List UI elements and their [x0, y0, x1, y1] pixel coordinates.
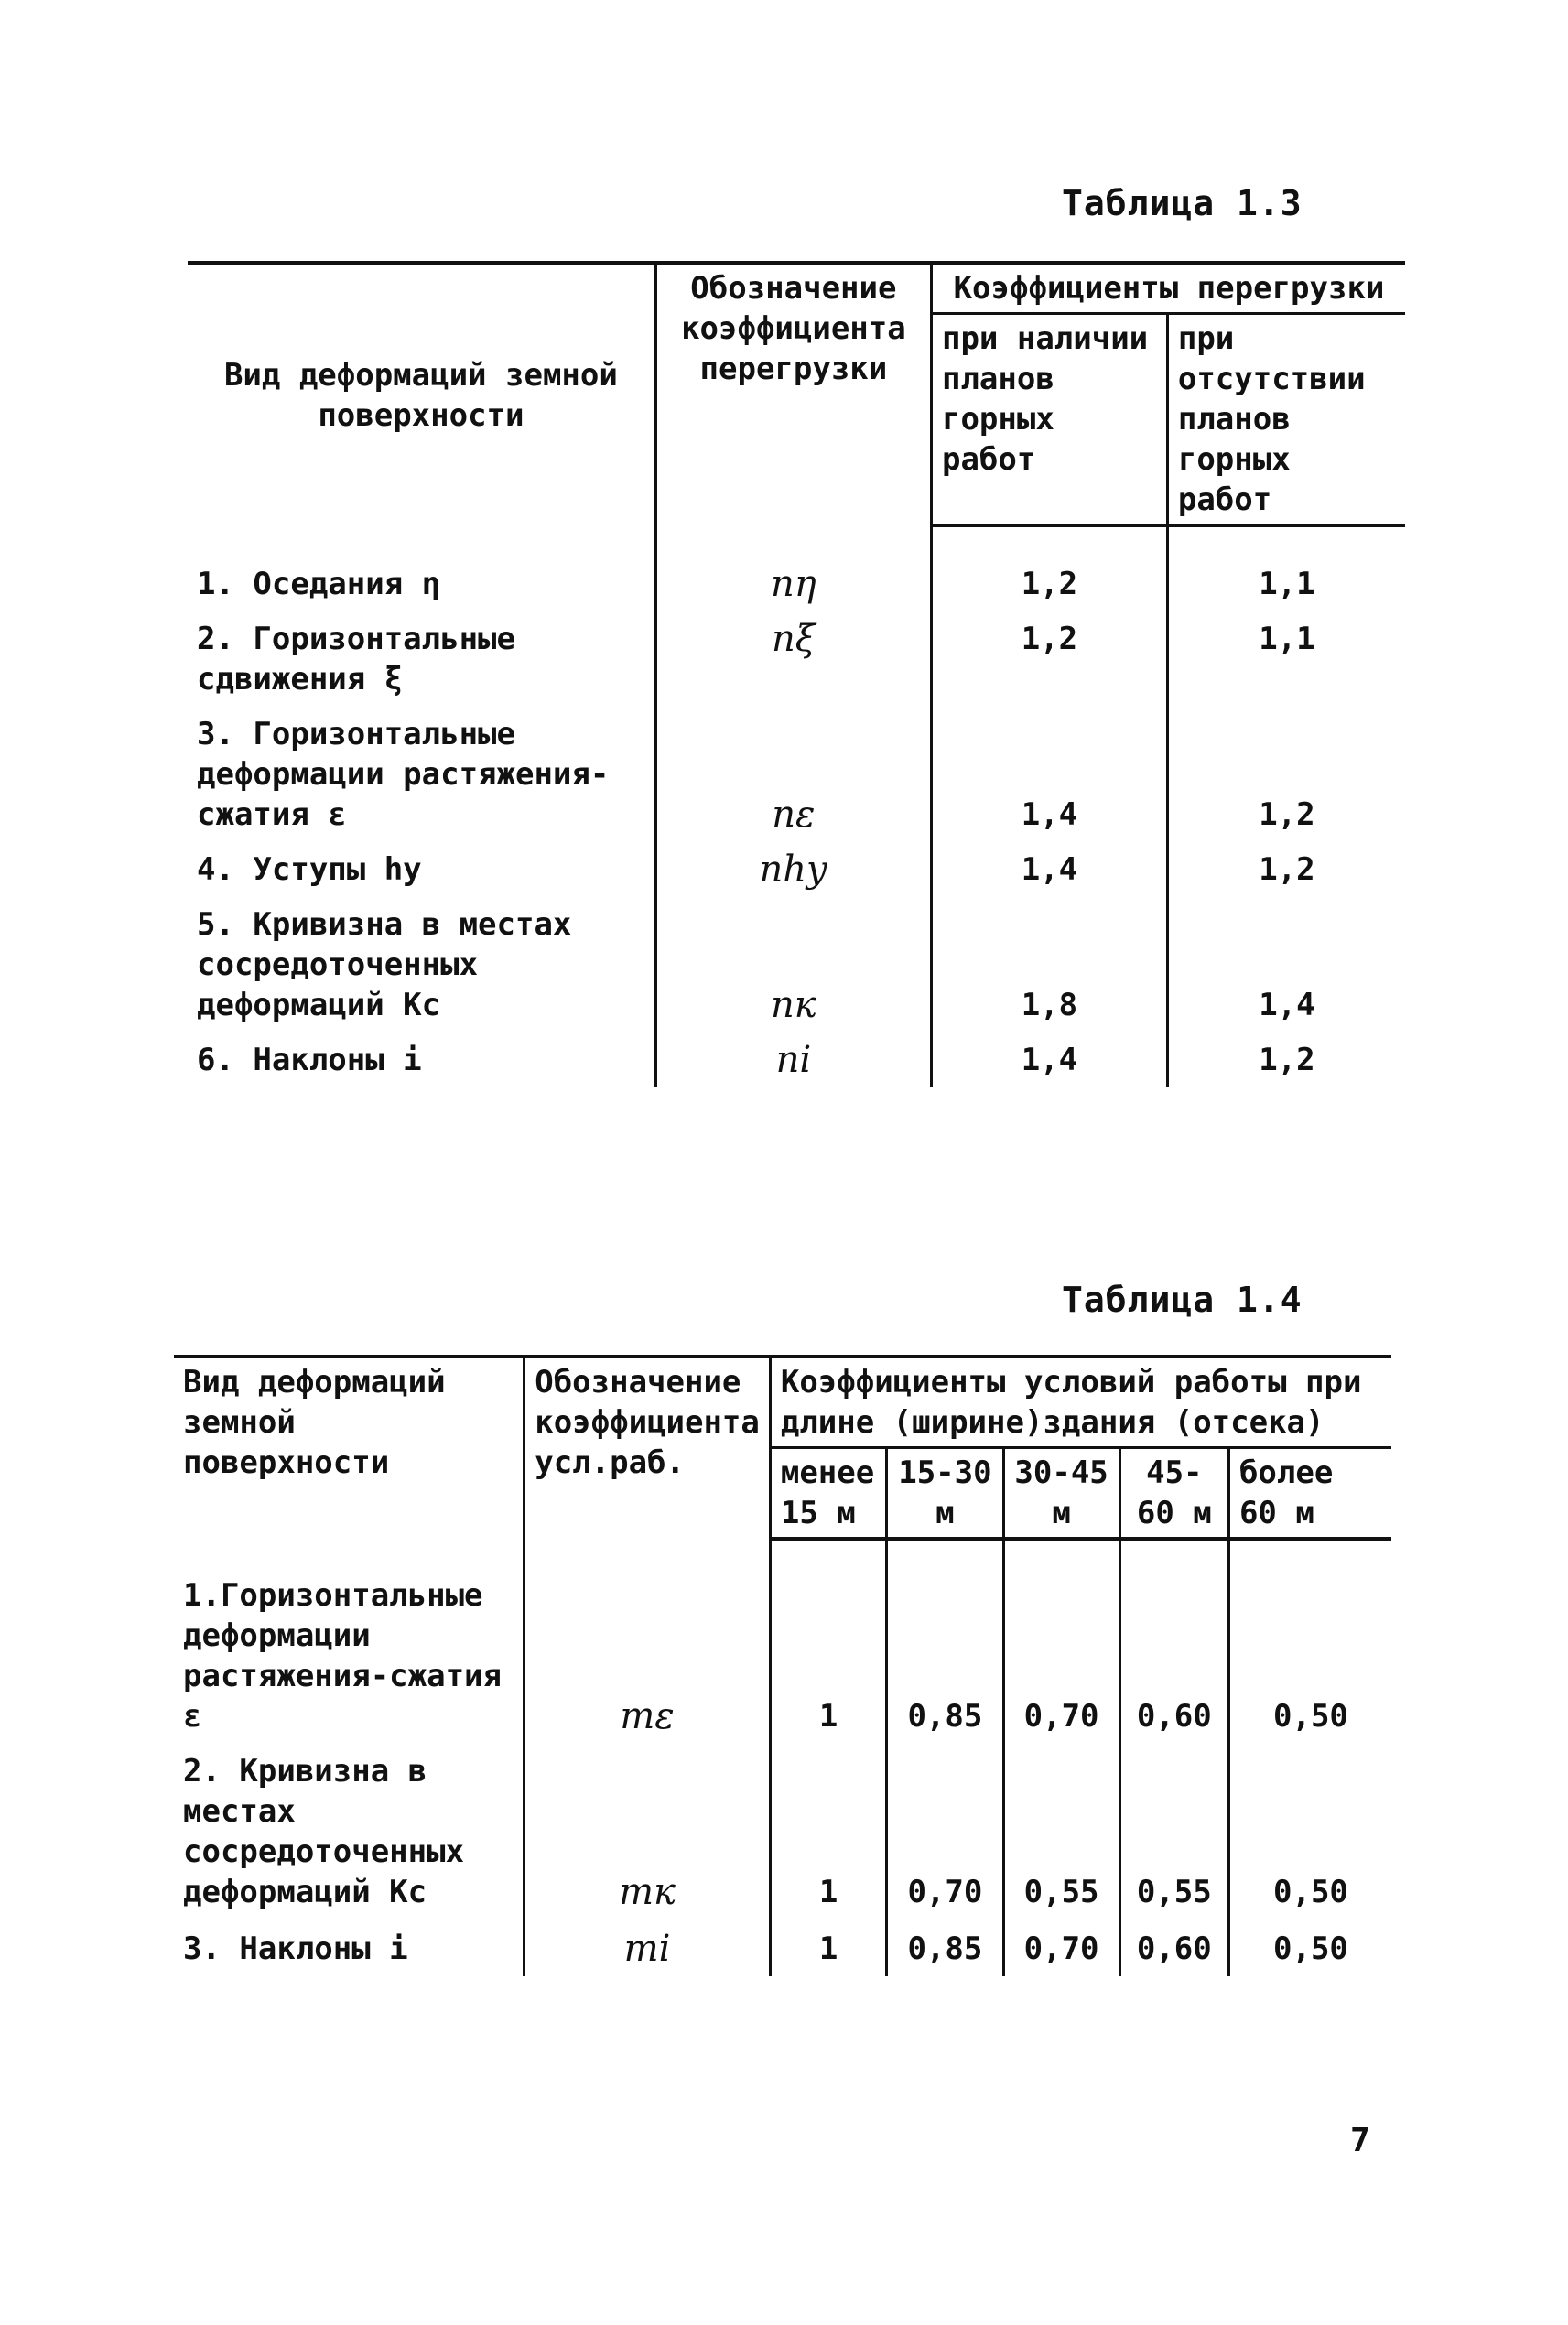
table-row	[188, 707, 1405, 842]
table-row	[188, 611, 1405, 707]
table1-caption: Таблица 1.3	[1062, 183, 1303, 223]
table2-row-type: 1.Горизонтальные деформации растяжения-сжатия ε	[174, 1539, 524, 1744]
table2-header-c5: более 60 м	[1228, 1448, 1391, 1540]
table1-row-without-plans: 1,2	[1167, 1033, 1405, 1087]
table2-row-c1: 1	[770, 1744, 886, 1919]
table2-header-c4: 45-60 м	[1119, 1448, 1228, 1540]
table1-row-with-plans: 1,2	[931, 611, 1167, 707]
table2-row-c2: 0,85	[887, 1919, 1003, 1976]
table1-row-with-plans: 1,8	[931, 897, 1167, 1033]
table-row	[174, 1744, 1391, 1919]
table1-row-symbol: ni	[655, 1033, 931, 1087]
table1-row-without-plans: 1,1	[1167, 525, 1405, 611]
table1-row-symbol: nк	[655, 897, 931, 1033]
table1-row-type: 4. Уступы hу	[188, 842, 655, 897]
table2-row-c3: 0,70	[1003, 1539, 1119, 1744]
table-row	[188, 1033, 1405, 1087]
table1-row-type: 6. Наклоны i	[188, 1033, 655, 1087]
table2-row-c1: 1	[770, 1919, 886, 1976]
table-row	[174, 1539, 1391, 1744]
table1-row-symbol: nε	[655, 707, 931, 842]
table1-row-without-plans: 1,2	[1167, 842, 1405, 897]
table1-row-type: 2. Горизонтальные сдвижения ξ	[188, 611, 655, 707]
table1-row-type: 5. Кривизна в местах сосредоточенных деформаций Kc	[188, 897, 655, 1033]
table2-row-c2: 0,70	[887, 1744, 1003, 1919]
table2-header-type: Вид деформаций земной поверхности	[174, 1357, 524, 1539]
table2-header-coef-group: Коэффициенты условий работы при длине (ширине)здания (отсека)	[770, 1357, 1391, 1448]
table2-row-symbol: mi	[524, 1919, 771, 1976]
table2-header-c1: менее 15 м	[770, 1448, 886, 1540]
table1-header-with-plans: при наличии планов горных работ	[931, 314, 1167, 526]
table1-row-with-plans: 1,2	[931, 525, 1167, 611]
table2-row-c4: 0,55	[1119, 1744, 1228, 1919]
table2-row-c5: 0,50	[1228, 1539, 1391, 1744]
table1-row-with-plans: 1,4	[931, 842, 1167, 897]
table1-row-with-plans: 1,4	[931, 707, 1167, 842]
table1-row-symbol: nξ	[655, 611, 931, 707]
table1-row-type: 1. Оседания η	[188, 525, 655, 611]
table2-row-c3: 0,70	[1003, 1919, 1119, 1976]
table1-header-symbol: Обозначение коэффициента перегрузки	[655, 263, 931, 525]
table1-row-with-plans: 1,4	[931, 1033, 1167, 1087]
table2-header-c3: 30-45 м	[1003, 1448, 1119, 1540]
table1-header-without-plans: при отсутствии планов горных работ	[1167, 314, 1405, 526]
table-row	[188, 897, 1405, 1033]
page-number: 7	[1350, 2122, 1370, 2159]
table2-row-c1: 1	[770, 1539, 886, 1744]
overload-coefficients-table	[188, 261, 1405, 1087]
table2-caption: Таблица 1.4	[1062, 1280, 1303, 1320]
table2-row-c5: 0,50	[1228, 1744, 1391, 1919]
table2-row-c2: 0,85	[887, 1539, 1003, 1744]
table1-row-symbol: nhу	[655, 842, 931, 897]
table2-row-c4: 0,60	[1119, 1919, 1228, 1976]
table1-row-without-plans: 1,1	[1167, 611, 1405, 707]
table2-row-symbol: mε	[524, 1539, 771, 1744]
table2-header-c2: 15-30 м	[887, 1448, 1003, 1540]
table1-row-without-plans: 1,4	[1167, 897, 1405, 1033]
table1-row-type: 3. Горизонтальные деформации растяжения-сжатия ε	[188, 707, 655, 842]
table2-row-c4: 0,60	[1119, 1539, 1228, 1744]
table-row	[188, 525, 1405, 611]
table2-row-type: 3. Наклоны i	[174, 1919, 524, 1976]
table1-row-without-plans: 1,2	[1167, 707, 1405, 842]
table1-header-type: Вид деформаций земной поверхности	[188, 263, 655, 525]
work-condition-coefficients-table	[174, 1355, 1391, 1976]
table2-header-symbol: Обозначение коэффициента усл.раб.	[524, 1357, 771, 1539]
table2-row-c5: 0,50	[1228, 1919, 1391, 1976]
table1-header-coef-group: Коэффициенты перегрузки	[931, 263, 1405, 314]
table-row	[188, 842, 1405, 897]
table-row	[174, 1919, 1391, 1976]
table2-row-c3: 0,55	[1003, 1744, 1119, 1919]
table1-row-symbol: nη	[655, 525, 931, 611]
table2-row-type: 2. Кривизна в местах сосредоточенных деформаций Kc	[174, 1744, 524, 1919]
table2-row-symbol: mк	[524, 1744, 771, 1919]
